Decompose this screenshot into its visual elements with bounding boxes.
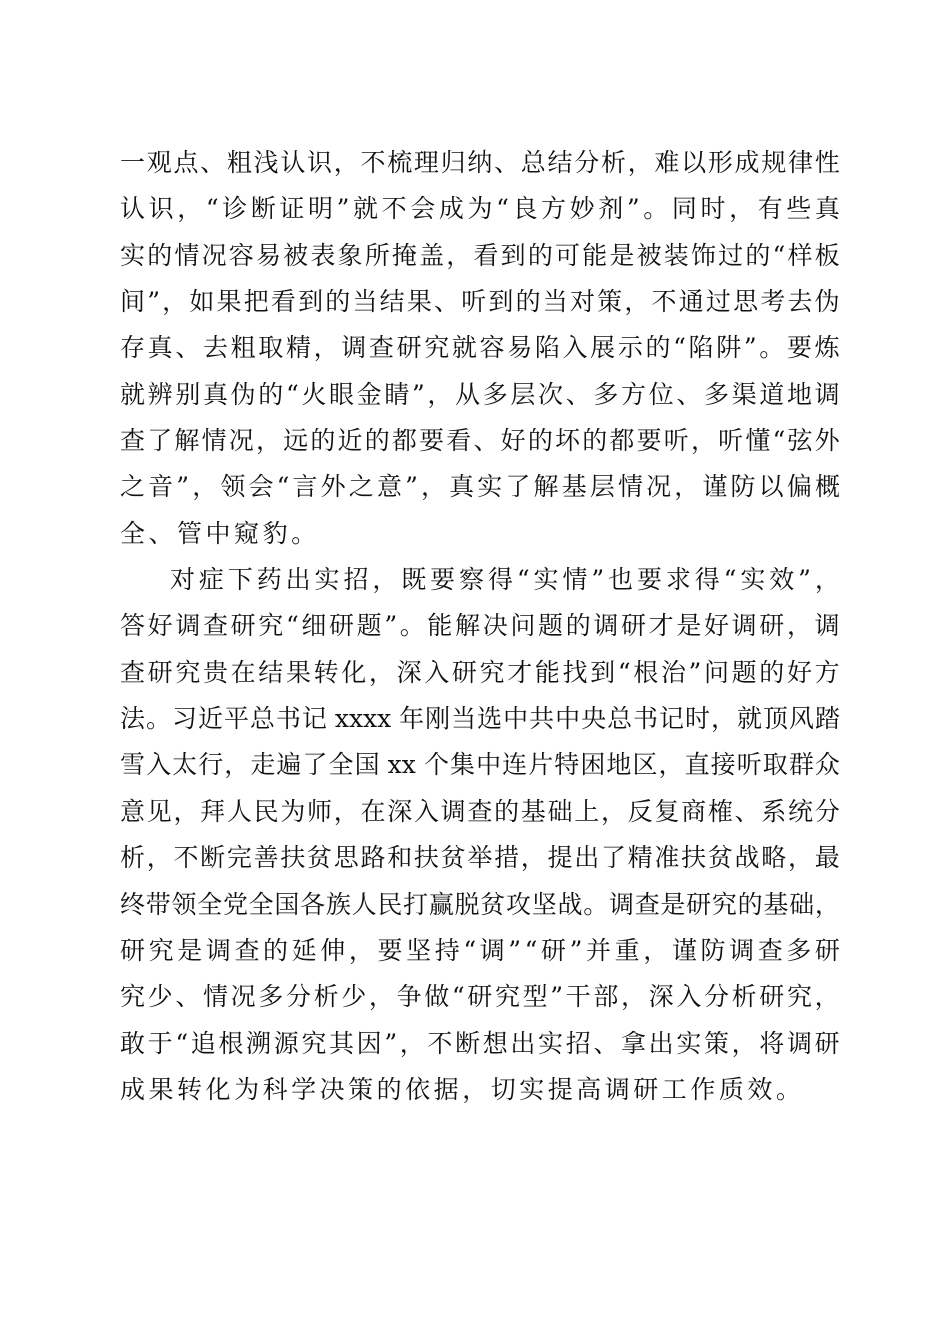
text-line: 查 了 解 情 况 ， 远 的 近 的 都 要 看 、 好 的 坏 的 都 要 听 ， 听 懂 “ 弦 外 xyxy=(120,426,840,456)
text-line: 间 ” ， 如 果 把 看 到 的 当 结 果 、 听 到 的 当 对 策 ， 不 通 过 思 考 去 伪 xyxy=(120,287,840,317)
text-line: 研 究 是 调 查 的 延 伸 ， 要 坚 持 “ 调 ” “ 研 ” 并 重 ， 谨 防 调 查 多 研 xyxy=(120,935,840,965)
text-line: 查 研 究 贵 在 结 果 转 化 ， 深 入 研 究 才 能 找 到 “ 根 治 ” 问 题 的 好 方 xyxy=(120,657,840,687)
text-line: 就 辨 别 真 伪 的 “ 火 眼 金 睛 ” ， 从 多 层 次 、 多 方 位 、 多 渠 道 地 调 xyxy=(120,379,840,409)
text-line: 存 真 、 去 粗 取 精 ， 调 查 研 究 就 容 易 陷 入 展 示 的 “ 陷 阱 ” 。 要 炼 xyxy=(120,333,840,363)
text-line: 意 见 ， 拜 人 民 为 师 ， 在 深 入 调 查 的 基 础 上 ， 反 复 商 榷 、 系 统 分 xyxy=(120,796,840,826)
text-line: 之 音 ” ， 领 会 “ 言 外 之 意 ” ， 真 实 了 解 基 层 情 况 ， 谨 防 以 偏 概 xyxy=(120,472,840,502)
text-line: 认 识 ， “ 诊 断 证 明 ” 就 不 会 成 为 “ 良 方 妙 剂 ” 。 同 时 ， 有 些 真 xyxy=(120,194,840,224)
text-line: 敢 于 “ 追 根 溯 源 究 其 因 ” ， 不 断 想 出 实 招 、 拿 出 实 策 ， 将 调 研 xyxy=(120,1028,840,1058)
text-line: 究 少 、 情 况 多 分 析 少 ， 争 做 “ 研 究 型 ” 干 部 ， 深 入 分 析 研 究 ， xyxy=(120,982,840,1012)
text-line: 一 观 点 、 粗 浅 认 识 ， 不 梳 理 归 纳 、 总 结 分 析 ， 难 以 形 成 规 律 性 xyxy=(120,148,840,177)
body-text xyxy=(120,140,840,1113)
text-line: 成 果 转 化 为 科 学 决 策 的 依 据 ， 切 实 提 高 调 研 工 作 质 效 。 xyxy=(120,1074,801,1104)
text-line: 析 ， 不 断 完 善 扶 贫 思 路 和 扶 贫 举 措 ， 提 出 了 精 准 扶 贫 战 略 ， 最 xyxy=(120,843,840,873)
text-line: 法 。 习 近 平 总 书 记 xxxx 年 刚 当 选 中 共 中 央 总 书 记 时 ， 就 顶 风 踏 xyxy=(120,704,840,734)
text-line: 实 的 情 况 容 易 被 表 象 所 掩 盖 ， 看 到 的 可 能 是 被 装 饰 过 的 “ 样 板 xyxy=(120,240,840,270)
text-line: 全 、 管 中 窥 豹 。 xyxy=(120,518,317,548)
text-line: 终 带 领 全 党 全 国 各 族 人 民 打 赢 脱 贫 攻 坚 战 。 调 查 是 研 究 的 基 础 ， xyxy=(120,889,840,919)
text-line: 对 症 下 药 出 实 招 ， 既 要 察 得 “ 实 情 ” 也 要 求 得 “ 实 效 ” ， xyxy=(170,565,840,595)
text-line: 答 好 调 查 研 究 “ 细 研 题 ” 。 能 解 决 问 题 的 调 研 才 是 好 调 研 ， 调 xyxy=(120,611,840,641)
text-line: 雪 入 太 行 ， 走 遍 了 全 国 xx 个 集 中 连 片 特 困 地 区 ， 直 接 听 取 群 众 xyxy=(120,750,840,780)
